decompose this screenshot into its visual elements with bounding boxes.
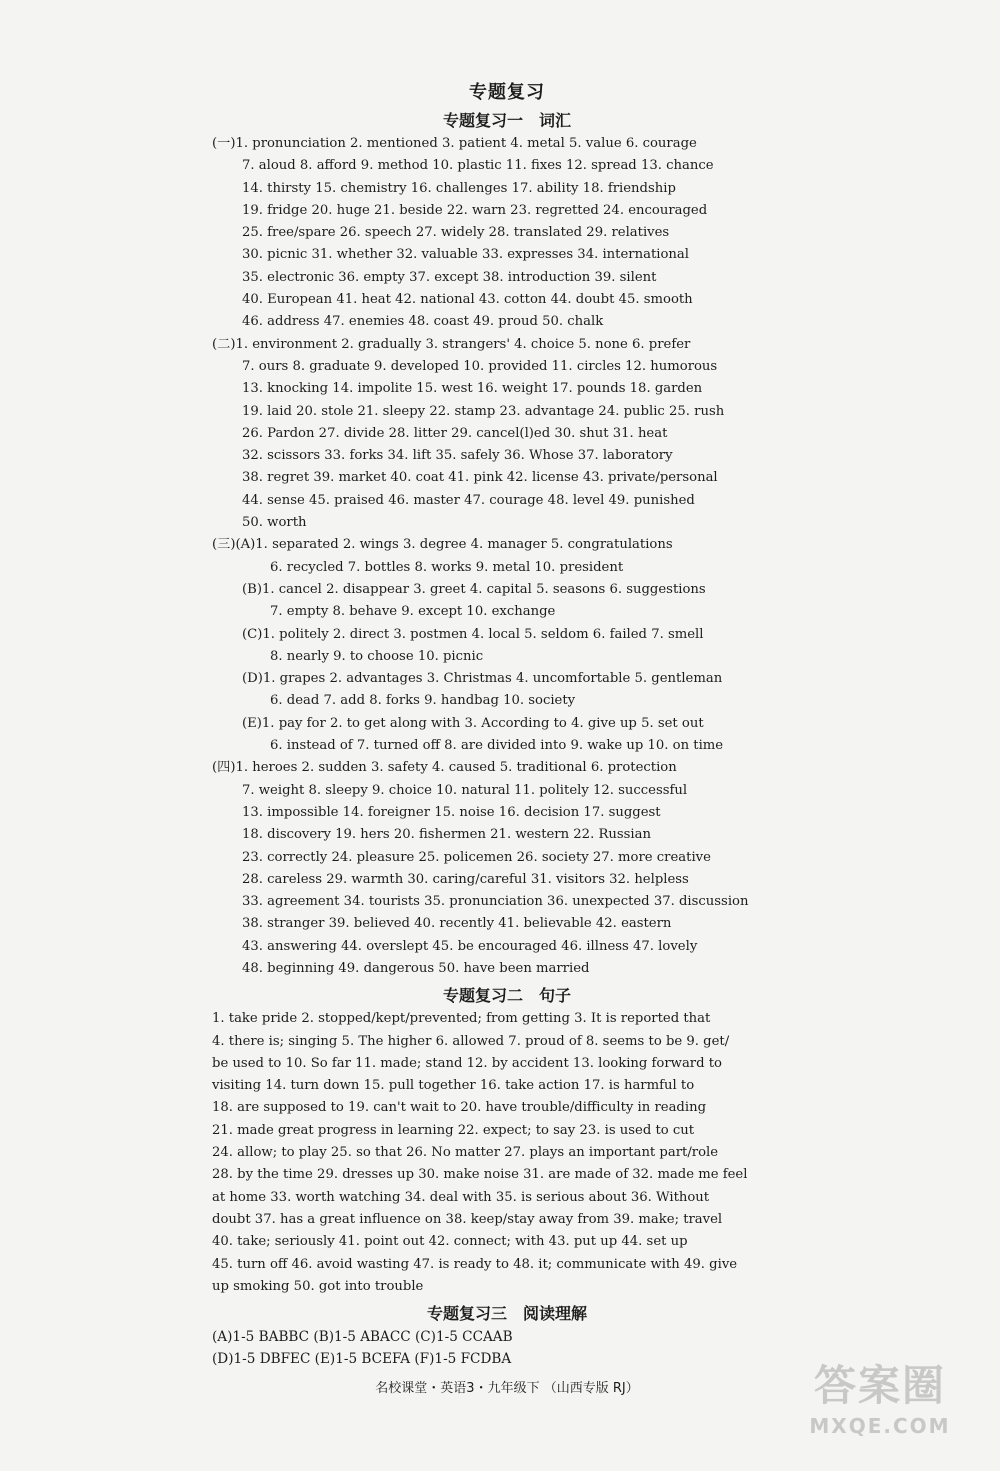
reading-answer-line: (A)1-5 BABBC (B)1-5 ABACC (C)1-5 CCAAB xyxy=(212,1329,513,1346)
sentence-answers xyxy=(212,1008,802,1298)
vocab-answer-line: (E)1. pay for 2. to get along with 3. According to 4. give up 5. set out xyxy=(242,715,704,731)
vocab-answer-line: 7. aloud 8. afford 9. method 10. plastic 11. fixes 12. spread 13. chance xyxy=(242,158,714,174)
watermark-text: 答案圈 xyxy=(813,1361,946,1410)
vocab-answer-line: (三)(A)1. separated 2. wings 3. degree 4. manager 5. congratulations xyxy=(212,537,673,553)
vocab-answer-line: 6. dead 7. add 8. forks 9. handbag 10. society xyxy=(270,693,576,709)
sentence-answer-line: 4. there is; singing 5. The higher 6. allowed 7. proud of 8. seems to be 9. get/ xyxy=(212,1033,730,1049)
section-title-reading: 专题复习三 阅读理解 xyxy=(426,1304,587,1324)
vocab-answer-line: 13. impossible 14. foreigner 15. noise 16. decision 17. suggest xyxy=(242,804,661,820)
vocab-answer-line: 19. fridge 20. huge 21. beside 22. warn 23. regretted 24. encouraged xyxy=(242,202,708,218)
reading-answer-line: (D)1-5 DBFEC (E)1-5 BCEFA (F)1-5 FCDBA xyxy=(212,1351,512,1368)
sentence-answer-line: 21. made great progress in learning 22. expect; to say 23. is used to cut xyxy=(212,1122,695,1138)
page-footer: 名校课堂・英语3・九年级下 （山西专版 RJ） xyxy=(375,1380,639,1396)
sentence-answer-line: 28. by the time 29. dresses up 30. make noise 31. are made of 32. made me feel xyxy=(212,1167,748,1183)
vocab-answer-line: 7. empty 8. behave 9. except 10. exchange xyxy=(270,604,556,620)
page-title: 专题复习 xyxy=(469,82,545,103)
vocab-answer-line: 6. instead of 7. turned off 8. are divided into 9. wake up 10. on time xyxy=(270,738,724,754)
sentence-answer-line: at home 33. worth watching 34. deal with 35. is serious about 36. Without xyxy=(212,1189,710,1205)
vocab-answer-line: (D)1. grapes 2. advantages 3. Christmas 4. uncomfortable 5. gentleman xyxy=(242,671,723,687)
reading-answers xyxy=(212,1326,802,1371)
vocab-answer-line: 48. beginning 49. dangerous 50. have been married xyxy=(242,960,590,976)
sentence-answer-line: be used to 10. So far 11. made; stand 12. by accident 13. looking forward to xyxy=(212,1055,722,1071)
vocab-answer-line: 35. electronic 36. empty 37. except 38. introduction 39. silent xyxy=(242,269,657,285)
vocab-answer-line: (二)1. environment 2. gradually 3. strangers' 4. choice 5. none 6. prefer xyxy=(212,336,691,352)
vocab-answer-line: 14. thirsty 15. chemistry 16. challenges 17. ability 18. friendship xyxy=(242,180,676,196)
vocab-answer-line: 28. careless 29. warmth 30. caring/careful 31. visitors 32. helpless xyxy=(242,871,689,887)
vocab-answer-line: 8. nearly 9. to choose 10. picnic xyxy=(270,648,484,664)
vocab-answer-line: 38. stranger 39. believed 40. recently 41. believable 42. eastern xyxy=(242,916,672,932)
sentence-answer-line: 40. take; seriously 41. point out 42. connect; with 43. put up 44. set up xyxy=(212,1234,688,1250)
sentence-answer-line: doubt 37. has a great influence on 38. keep/stay away from 39. make; travel xyxy=(212,1211,723,1227)
vocabulary-answers xyxy=(212,133,802,980)
vocab-answer-line: 13. knocking 14. impolite 15. west 16. weight 17. pounds 18. garden xyxy=(242,381,703,397)
watermark-url: MXQE.COM xyxy=(809,1414,951,1438)
vocab-answer-line: 30. picnic 31. whether 32. valuable 33. expresses 34. international xyxy=(242,247,689,263)
sentence-answer-line: 18. are supposed to 19. can't wait to 20. have trouble/difficulty in reading xyxy=(212,1100,707,1116)
sentence-answer-line: 45. turn off 46. avoid wasting 47. is ready to 48. it; communicate with 49. give xyxy=(212,1256,738,1272)
vocab-answer-line: 50. worth xyxy=(242,515,307,531)
vocab-answer-line: 46. address 47. enemies 48. coast 49. proud 50. chalk xyxy=(242,314,604,330)
sentence-answer-line: up smoking 50. got into trouble xyxy=(212,1278,424,1294)
vocab-answer-line: (四)1. heroes 2. sudden 3. safety 4. caused 5. traditional 6. protection xyxy=(212,760,677,776)
vocab-answer-line: 40. European 41. heat 42. national 43. cotton 44. doubt 45. smooth xyxy=(242,292,693,308)
vocab-answer-line: (C)1. politely 2. direct 3. postmen 4. local 5. seldom 6. failed 7. smell xyxy=(242,626,704,642)
watermark-logo xyxy=(780,1359,980,1459)
vocab-answer-line: 23. correctly 24. pleasure 25. policemen 26. society 27. more creative xyxy=(242,849,711,865)
vocab-answer-line: 44. sense 45. praised 46. master 47. courage 48. level 49. punished xyxy=(242,492,695,508)
vocab-answer-line: 6. recycled 7. bottles 8. works 9. metal 10. president xyxy=(270,559,624,575)
answer-page xyxy=(212,78,802,1396)
vocab-answer-line: 7. weight 8. sleepy 9. choice 10. natural 11. politely 12. successful xyxy=(242,782,688,798)
vocab-answer-line: 25. free/spare 26. speech 27. widely 28. translated 29. relatives xyxy=(242,225,670,241)
vocab-answer-line: (一)1. pronunciation 2. mentioned 3. patient 4. metal 5. value 6. courage xyxy=(212,136,697,151)
vocab-answer-line: 32. scissors 33. forks 34. lift 35. safely 36. Whose 37. laboratory xyxy=(242,448,673,464)
vocab-answer-line: (B)1. cancel 2. disappear 3. greet 4. capital 5. seasons 6. suggestions xyxy=(242,581,706,597)
section-title-sentences: 专题复习二 句子 xyxy=(442,986,571,1006)
vocab-answer-line: 19. laid 20. stole 21. sleepy 22. stamp 23. advantage 24. public 25. rush xyxy=(242,403,725,419)
vocab-answer-line: 18. discovery 19. hers 20. fishermen 21. western 22. Russian xyxy=(242,827,651,843)
sentence-answer-line: 1. take pride 2. stopped/kept/prevented; from getting 3. It is reported that xyxy=(212,1011,711,1027)
vocab-answer-line: 33. agreement 34. tourists 35. pronunciation 36. unexpected 37. discussion xyxy=(242,894,749,910)
sentence-answer-line: 24. allow; to play 25. so that 26. No matter 27. plays an important part/role xyxy=(212,1145,719,1161)
sentence-answer-line: visiting 14. turn down 15. pull together 16. take action 17. is harmful to xyxy=(212,1078,695,1094)
vocab-answer-line: 38. regret 39. market 40. coat 41. pink 42. license 43. private/personal xyxy=(242,470,718,486)
vocab-answer-line: 26. Pardon 27. divide 28. litter 29. cancel(l)ed 30. shut 31. heat xyxy=(242,425,668,441)
vocab-answer-line: 43. answering 44. overslept 45. be encouraged 46. illness 47. lovely xyxy=(242,938,698,954)
vocab-answer-line: 7. ours 8. graduate 9. developed 10. provided 11. circles 12. humorous xyxy=(242,358,718,374)
section-title-vocabulary: 专题复习一 词汇 xyxy=(442,111,571,130)
